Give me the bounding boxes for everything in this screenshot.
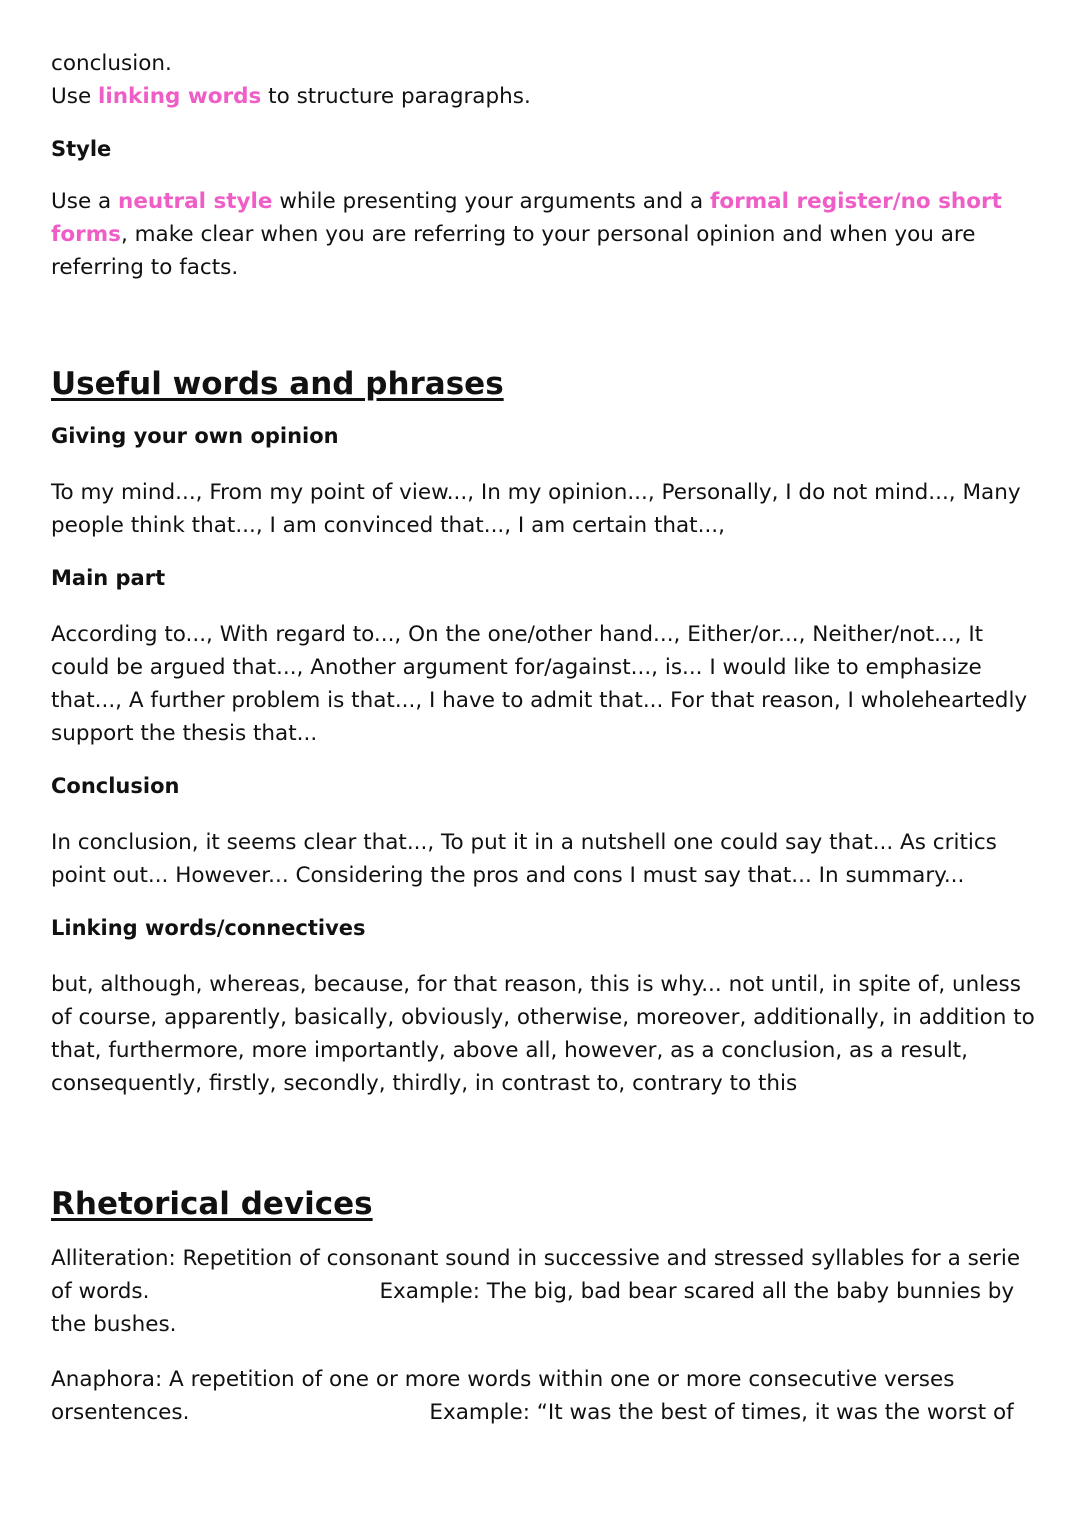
conclusion-paragraph: In conclusion, it seems clear that..., To put it in a nutshell one could say that... As critics point out... However... Considering the pros and cons I must say that... In summary...	[51, 830, 997, 888]
style-pre: Use a	[51, 189, 119, 214]
document-page	[51, 47, 1036, 1429]
alliteration-example: Example: The big, bad bear scared all the baby bunnies by the bushes.	[51, 1279, 1015, 1337]
main-part-paragraph: According to..., With regard to..., On the one/other hand..., Either/or..., Neither/not..., It could be argued that..., Another argument for/against..., is... I would like to emphasize that..., A further problem is that..., I have to admit that... For that reason, I wholeheartedly support the thesis that...	[51, 622, 1028, 746]
rhetorical-devices-title: Rhetorical devices	[51, 1186, 373, 1222]
linking-words-heading: Linking words/connectives	[51, 916, 366, 940]
highlight-neutral-style: neutral style	[118, 189, 273, 214]
anaphora-paragraph	[51, 1363, 1036, 1429]
linking-words-paragraph: but, although, whereas, because, for that reason, this is why... not until, in spite of, unless of course, apparently, basically, obviously, otherwise, moreover, additionally, in addition to that, furthermore, more importantly, above all, however, as a conclusion, as a result, consequently, firstly, secondly, thirdly, in contrast to, contrary to this	[51, 972, 1035, 1096]
style-heading: Style	[51, 137, 112, 161]
useful-words-title: Useful words and phrases	[51, 366, 504, 402]
intro-line-1: conclusion.	[51, 51, 172, 76]
opinion-heading: Giving your own opinion	[51, 424, 339, 448]
conclusion-heading: Conclusion	[51, 774, 180, 798]
opinion-paragraph: To my mind..., From my point of view..., In my opinion..., Personally, I do not mind..., Many people think that..., I am convinced that..., I am certain that...,	[51, 480, 1021, 538]
intro-line-2-pre: Use	[51, 84, 98, 109]
highlight-linking-words: linking words	[98, 84, 262, 109]
intro-line-2	[51, 80, 1036, 113]
anaphora-example: Example: “It was the best of times, it was the worst of	[429, 1400, 1014, 1425]
anaphora-definition: Anaphora: A repetition of one or more words within one or more consecutive verses orsentences.	[51, 1367, 955, 1425]
alliteration-definition: Alliteration: Repetition of consonant sound in successive and stressed syllables for a serie of words.	[51, 1246, 1021, 1304]
style-paragraph	[51, 185, 1036, 284]
intro-line-2-post: to structure paragraphs.	[261, 84, 531, 109]
main-part-heading: Main part	[51, 566, 166, 590]
alliteration-paragraph	[51, 1242, 1036, 1341]
style-mid: while presenting your arguments and a	[272, 189, 711, 214]
style-post: , make clear when you are referring to your personal opinion and when you are referring to facts.	[51, 222, 976, 280]
highlight-formal-register: formal register/no short forms	[51, 189, 1002, 247]
